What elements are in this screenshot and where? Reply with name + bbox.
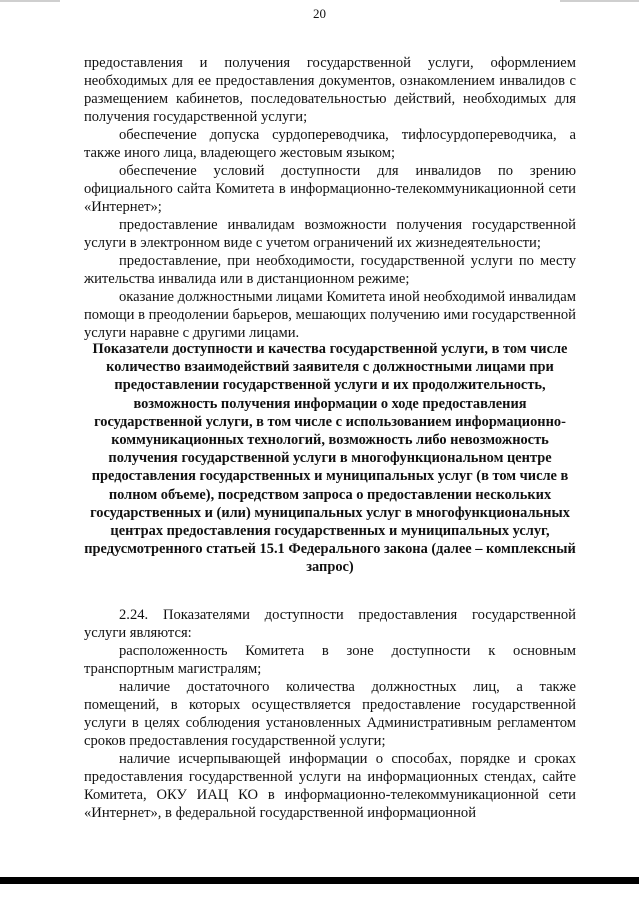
- paragraph: оказание должностными лицами Комитета иной необходимой инвалидам помощи в преодолении барьеров, мешающих получению ими государственной услуги наравне с другими лицами.: [84, 289, 576, 341]
- paragraph: обеспечение условий доступности для инвалидов по зрению официального сайта Комитета в информационно-телекоммуникационной сети «Интернет»;: [84, 163, 576, 215]
- paragraph: предоставления и получения государственной услуги, оформлением необходимых для ее предоставления документов, ознакомлением инвалидов с размещением кабинетов, последовательностью действий, необходимых для получения государственной услуги;: [84, 55, 576, 125]
- paragraph: обеспечение допуска сурдопереводчика, тифлосурдопереводчика, а также иного лица, владеющего жестовым языком;: [84, 127, 576, 161]
- paragraph: 2.24. Показателями доступности предоставления государственной услуги являются:: [84, 607, 576, 641]
- scan-artifact-right: [560, 0, 639, 2]
- paragraph: предоставление инвалидам возможности получения государственной услуги в электронном виде с учетом ограничений их жизнедеятельности;: [84, 217, 576, 251]
- text-block-bottom: [84, 606, 576, 822]
- paragraph: расположенность Комитета в зоне доступности к основным транспортным магистралям;: [84, 643, 576, 677]
- scan-artifact-left: [0, 0, 60, 2]
- scan-bottom-border: [0, 877, 639, 884]
- text-block-top: [84, 54, 576, 342]
- paragraph: предоставление, при необходимости, государственной услуги по месту жительства инвалида или в дистанционном режиме;: [84, 253, 576, 287]
- section-heading: Показатели доступности и качества государственной услуги, в том числе количество взаимодействий заявителя с должностными лицами при предоставлении государственной услуги и их продолжительность, возможность получения информации о ходе предоставления государственной услуги, в том числе с использованием информационно-коммуникационных технологий, возможность либо невозможность получения государственной услуги в многофункциональном центре предоставления государственных и муниципальных услуг (в том числе в полном объеме), посредством запроса о предоставлении нескольких государственных и (или) муниципальных услуг в многофункциональных центрах предоставления государственных и муниципальных услуг, предусмотренного статьей 15.1 Федерального закона (далее – комплексный запрос): [84, 341, 576, 576]
- paragraph: наличие достаточного количества должностных лиц, а также помещений, в которых осуществляется предоставление государственной услуги в целях соблюдения установленных Административным регламентом сроков предоставления государственной услуги;: [84, 679, 576, 749]
- paragraph: наличие исчерпывающей информации о способах, порядке и сроках предоставления государственной услуги на информационных стендах, сайте Комитета, ОКУ ИАЦ КО в информационно-телекоммуникационной сети «Интернет», в федеральной государственной информационной: [84, 751, 576, 821]
- page-number: 20: [313, 6, 326, 21]
